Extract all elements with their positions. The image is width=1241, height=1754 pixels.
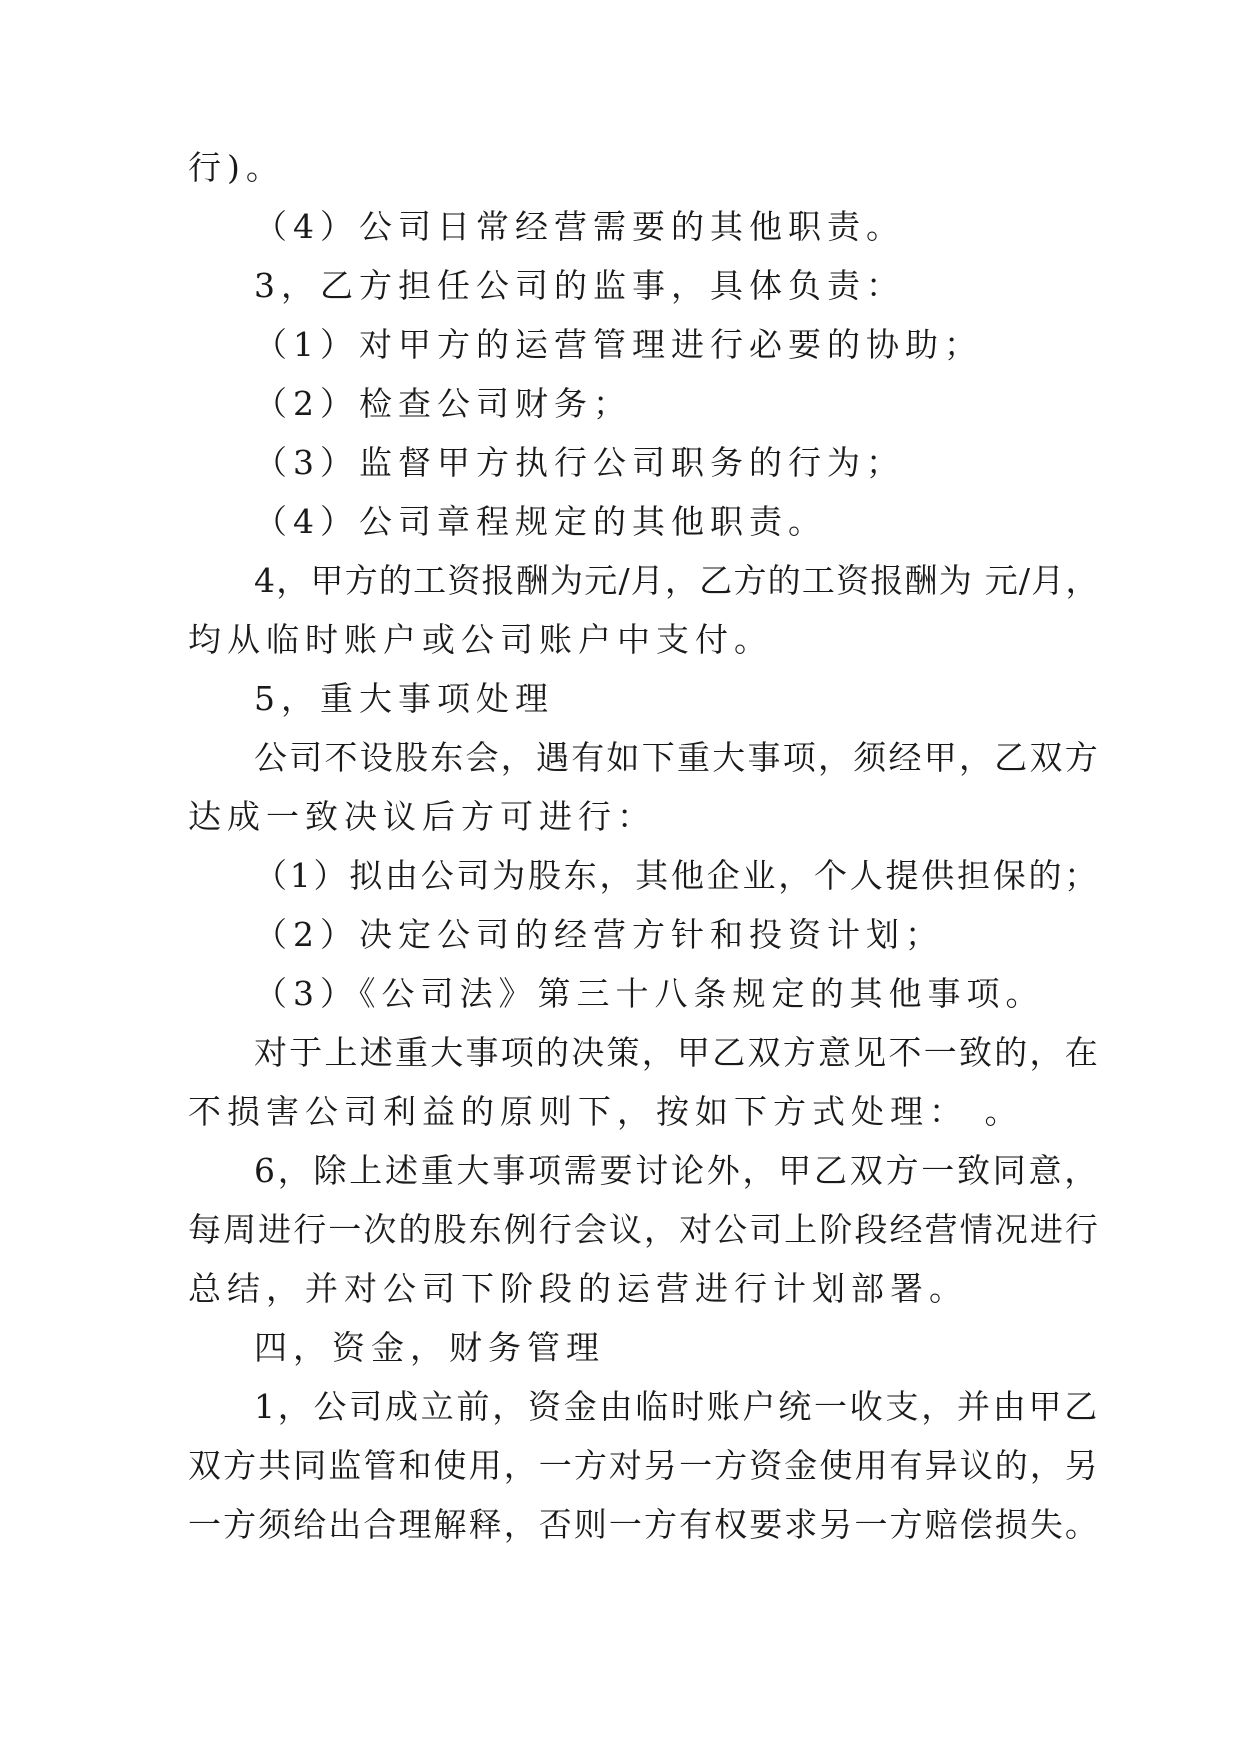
text-line-clause-6-cont-2: 总结，并对公司下阶段的运营进行计划部署。 — [188, 1269, 968, 1308]
text-line-clause-4: 4，甲方的工资报酬为元/月，乙方的工资报酬为 元/月， — [254, 561, 1100, 600]
text-line-clause-3-item-4: （4）公司章程规定的其他职责。 — [254, 502, 827, 541]
text-line-decision: 对于上述重大事项的决策，甲乙双方意见不一致的，在 — [254, 1033, 1100, 1072]
text-line-clause-6-cont-1: 每周进行一次的股东例行会议，对公司上阶段经营情况进行 — [188, 1210, 1100, 1249]
text-line-clause-5-body: 公司不设股东会，遇有如下重大事项，须经甲，乙双方 — [254, 738, 1100, 777]
text-line-clause-3-item-1: （1）对甲方的运营管理进行必要的协助； — [254, 325, 983, 364]
text-line-finance-1-cont-2: 一方须给出合理解释，否则一方有权要求另一方赔偿损失。 — [188, 1505, 1100, 1544]
text-line-clause-5-item-1: （1）拟由公司为股东，其他企业，个人提供担保的； — [254, 856, 1100, 895]
text-line-finance-1-cont-1: 双方共同监管和使用，一方对另一方资金使用有异议的，另 — [188, 1446, 1100, 1485]
text-line-clause-5-body-cont: 达成一致决议后方可进行： — [188, 797, 656, 836]
text-line-decision-cont: 不损害公司利益的原则下，按如下方式处理： 。 — [188, 1092, 1024, 1131]
text-line-clause-5-item-2: （2）决定公司的经营方针和投资计划； — [254, 915, 944, 954]
text-line-clause-4-cont: 均从临时账户或公司账户中支付。 — [188, 620, 773, 659]
text-line-clause-5: 5，重大事项处理 — [254, 679, 554, 718]
text-line-clause-6: 6，除上述重大事项需要讨论外，甲乙双方一致同意， — [254, 1151, 1100, 1190]
text-line-clause-5-item-3: （3）《公司法》第三十八条规定的其他事项。 — [254, 974, 1045, 1013]
section-heading-finance: 四，资金，财务管理 — [254, 1328, 605, 1367]
text-line-item-4: （4）公司日常经营需要的其他职责。 — [254, 207, 905, 246]
text-line-continuation: 行)。 — [188, 148, 285, 187]
text-line-clause-3: 3，乙方担任公司的监事，具体负责： — [254, 266, 905, 305]
text-line-clause-3-item-3: （3）监督甲方执行公司职务的行为； — [254, 443, 905, 482]
text-line-finance-1: 1，公司成立前，资金由临时账户统一收支，并由甲乙 — [254, 1387, 1100, 1426]
text-line-clause-3-item-2: （2）检查公司财务； — [254, 384, 632, 423]
